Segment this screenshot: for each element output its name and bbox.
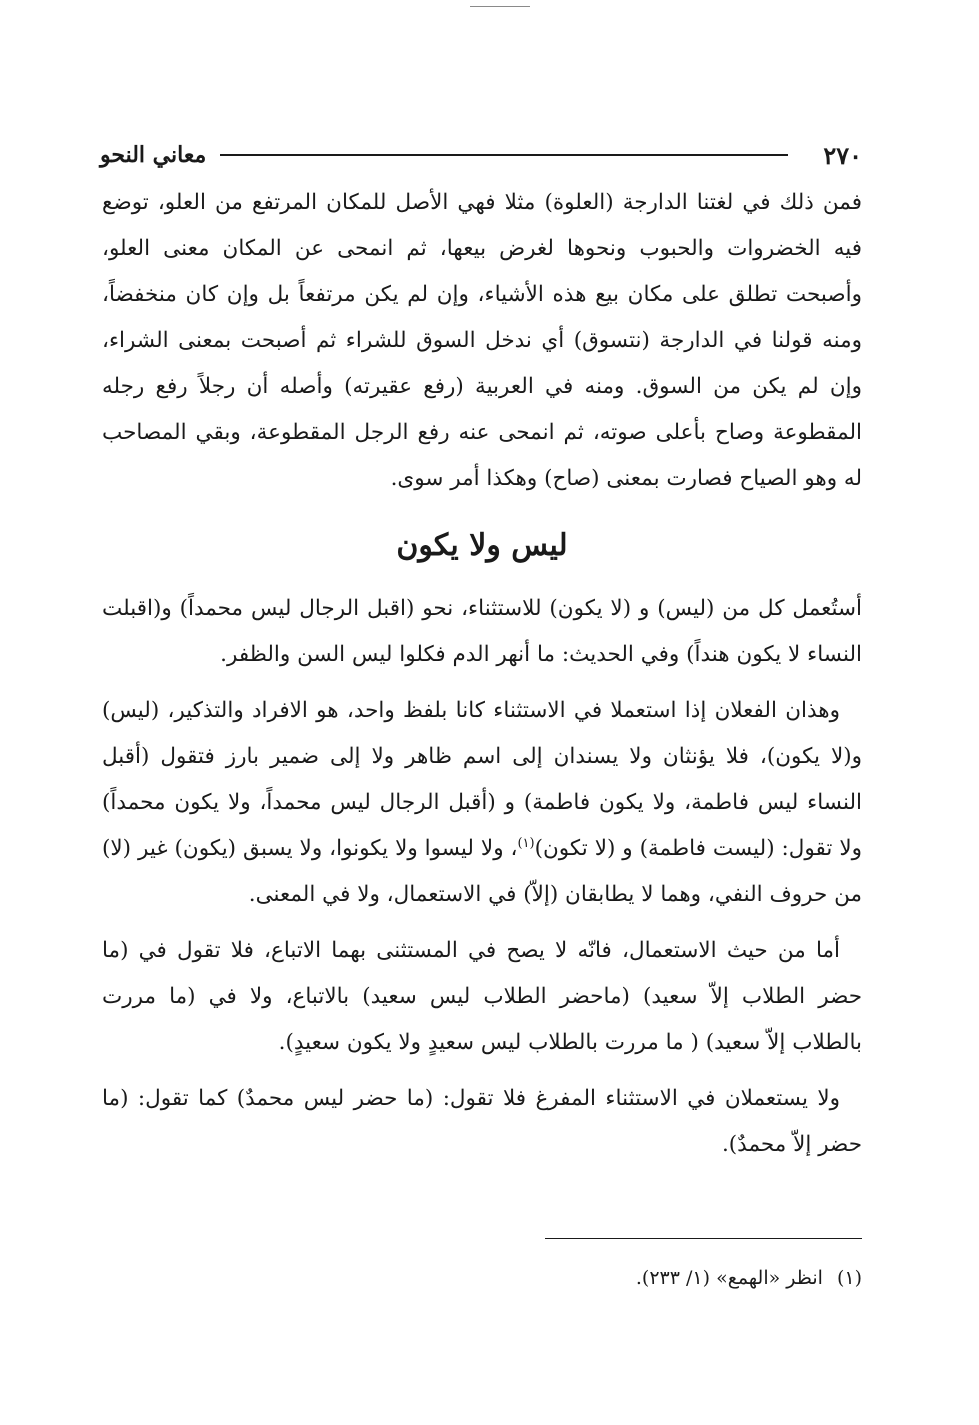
footnote-text: انظر «الهمع» (١/ ٢٣٣). <box>635 1267 823 1289</box>
paragraph-4: أما من حيث الاستعمال، فانّه لا يصح في المستثنى بهما الاتباع، فلا تقول في (ما حضر الطلاب إلاّ سعيد) (ماحضر الطلاب ليس سعيد) بالاتباع، ولا في (ما مررت بالطلاب إلاّ سعيد) ( ما مررت بالطلاب ليس سعيدٍ ولا يكون سعيدٍ). <box>102 938 862 1055</box>
top-edge-mark <box>470 6 530 7</box>
page-number: ٢٧٠ <box>823 140 862 170</box>
paragraph-5: ولا يستعملان في الاستثناء المفرغ فلا تقول: (ما حضر ليس محمدٌ) كما تقول: (ما حضر إلاّ محمدٌ). <box>102 1086 862 1157</box>
footnote <box>102 1262 862 1294</box>
footnote-rule <box>545 1238 862 1239</box>
paragraph-2: أستُعمل كل من (ليس) و (لا يكون) للاستثناء، نحو (اقبل الرجال ليس محمداً) و(اقبلت النساء لا يكون هنداً) وفي الحديث: ما أنهر الدم فكلوا ليس السن والظفر. <box>102 596 862 667</box>
header-rule <box>220 154 788 156</box>
section-heading: ليس ولا يكون <box>396 528 568 563</box>
footnote-number: (١) <box>836 1267 862 1289</box>
page-body <box>102 180 862 1168</box>
paragraph-3-text-after: ، ولا ليسوا ولا يكونوا، ولا يسبق (يكون) غير (لا) من حروف النفي، وهما لا يطابقان (إلاّ) في الاستعمال، ولا في المعنى. <box>102 836 862 907</box>
paragraph-3-text-before: وهذان الفعلان إذا استعملا في الاستثناء كانا بلفظ واحد، هو الافراد والتذكير، (ليس) و(لا يكون)، فلا يؤنثان ولا يسندان إلى اسم ظاهر ولا إلى ضمير بارز فتقول (أقبل النساء ليس فاطمة، ولا يكون فاطمة) و (أقبل الرجال ليس محمداً، ولا يكون محمداً) ولا تقول: (ليست فاطمة) و (لا تكون) <box>102 698 862 861</box>
paragraph-3 <box>102 688 862 918</box>
book-title: معاني النحو <box>100 142 207 168</box>
paragraph-1: فمن ذلك في لغتنا الدارجة (العلوة) مثلا فهي الأصل للمكان المرتفع من العلو، توضع فيه الخضروات والحبوب ونحوها لغرض بيعها، ثم انمحى عن المكان معنى العلو، وأصبحت تطلق على مكان بيع هذه الأشياء، وإن لم يكن مرتفعاً بل وإن كان منخفضاً، ومنه قولنا في الدارجة (نتسوق) أي ندخل السوق للشراء ثم أصبحت بمعنى الشراء، وإن لم يكن من السوق. ومنه في العربية (رفع عقيرته) وأصله أن رجلاً رفع رجله المقطوعة وصاح بأعلى صوته، ثم انمحى عنه رفع الرجل المقطوعة، وبقي المصاحب له وهو الصياح فصارت بمعنى (صاح) وهكذا أمر سوى. <box>102 190 862 491</box>
running-header <box>100 135 862 175</box>
footnote-reference-mark: (١) <box>517 835 535 851</box>
